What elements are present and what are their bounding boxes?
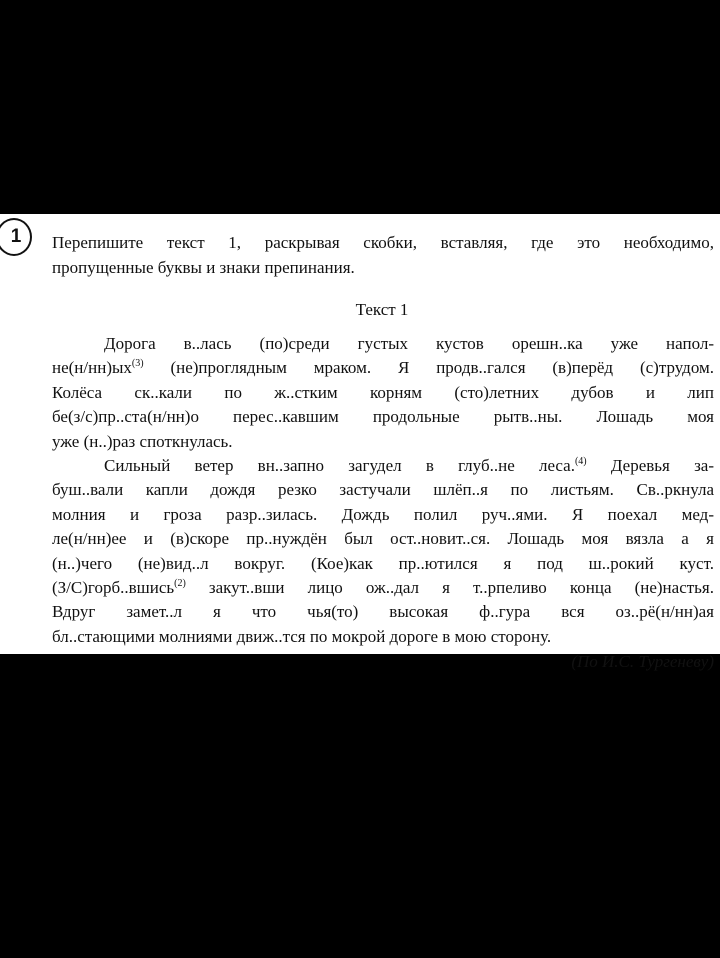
text-title: Текст 1 bbox=[355, 300, 409, 319]
body-line: ле(н/нн)ее и (в)скоре пр..нуждён был ост..новит..ся. Лошадь моя вязла а я bbox=[52, 529, 714, 549]
body-line: Колёса ск..кали по ж..стким корням (сто)летних дубов и лип bbox=[52, 382, 714, 402]
task-sheet bbox=[0, 214, 720, 672]
task-number-badge bbox=[0, 218, 32, 256]
task-instruction bbox=[52, 230, 714, 280]
body-line: Вдруг замет..л я что чья(то) высокая ф..гура вся оз..рё(н/нн)ая bbox=[52, 602, 714, 622]
body-line: уже (н..)раз споткнулась. bbox=[52, 431, 233, 451]
body-line-segment: (не)проглядным мраком. Я продв..гался (в)перёд (с)трудом. bbox=[143, 358, 714, 378]
body-line-segment: (З/С)горб..вшись bbox=[52, 578, 175, 598]
footnote-ref: (3) bbox=[131, 358, 144, 370]
body-line: Дорога в..лась (по)среди густых кустов орешн..ка уже напол- bbox=[104, 334, 714, 353]
footnote-ref: (2) bbox=[174, 578, 186, 590]
body-line-segment: закут..вши лицо ож..дал я т..рпеливо конца (не)настья. bbox=[185, 578, 714, 598]
task-number: 1 bbox=[10, 226, 22, 247]
body-line-segment: Сильный ветер вн..запно загудел в глуб..не леса. bbox=[104, 456, 575, 476]
body-line bbox=[52, 576, 714, 600]
body-line: бе(з/с)пр..ста(н/нн)о перес..кавшим продольные рытв..ны. Лошадь моя bbox=[52, 407, 714, 427]
instruction-line: Перепишите текст 1, раскрывая скобки, вставляя, где это необходимо, bbox=[52, 233, 714, 252]
instruction-line: пропущенные буквы и знаки препинания. bbox=[52, 258, 355, 277]
body-line bbox=[52, 356, 714, 380]
body-line-segment: не(н/нн)ых bbox=[52, 358, 132, 378]
body-line-segment: Деревья за- bbox=[586, 456, 715, 476]
attribution: (По И.С. Тургеневу) bbox=[571, 652, 714, 672]
body-line: буш..вали капли дождя резко застучали шлёп..я по листьям. Св..ркнула bbox=[52, 480, 714, 500]
body-line: (н..)чего (не)вид..л вокруг. (Кое)как пр..ютился я под ш..рокий куст. bbox=[52, 553, 714, 573]
body-line: молния и гроза разр..зилась. Дождь полил руч..ями. Я поехал мед- bbox=[52, 504, 714, 524]
footnote-ref: (4) bbox=[574, 456, 587, 468]
body-line: бл..стающими молниями движ..тся по мокрой дороге в мою сторону. bbox=[52, 626, 552, 646]
body-text bbox=[52, 332, 714, 675]
body-line bbox=[52, 454, 714, 478]
